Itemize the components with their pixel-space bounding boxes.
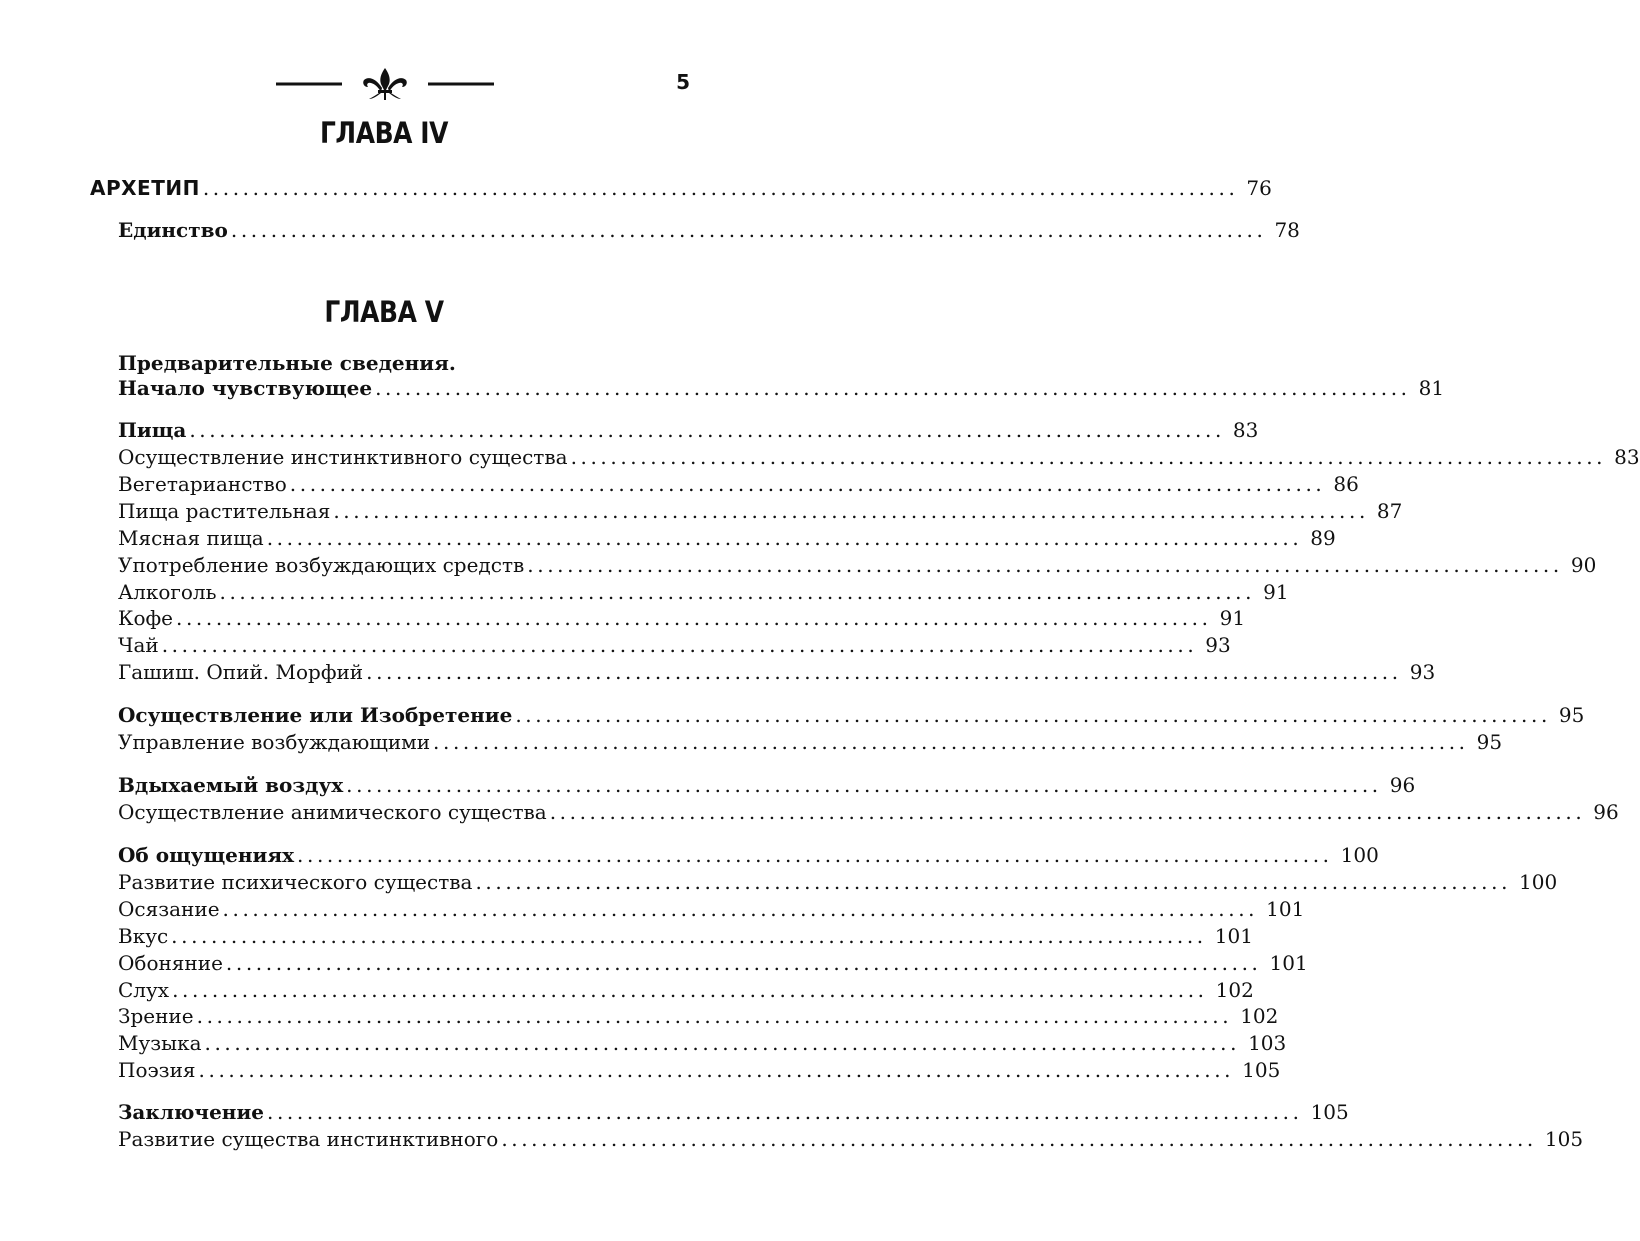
fleuron-ornament xyxy=(276,66,494,102)
toc-entry-page: 96 xyxy=(1593,800,1619,824)
leader-dots: ........................................................................................................ xyxy=(549,800,1586,824)
toc-entry-page: 96 xyxy=(1389,773,1416,797)
toc-section-label: Заключение xyxy=(118,1100,264,1124)
toc-entry[interactable] xyxy=(118,977,1254,1004)
toc-entry-label: Единство xyxy=(118,218,228,242)
toc-entry-page: 101 xyxy=(1214,924,1253,948)
toc-entry[interactable] xyxy=(118,923,1253,950)
fleur-icon xyxy=(363,68,407,100)
toc-entry[interactable] xyxy=(118,1126,1584,1153)
leader-dots: ........................................................................................................ xyxy=(375,376,1411,400)
leader-dots: ........................................................................................................ xyxy=(222,897,1259,921)
toc-entry[interactable] xyxy=(118,729,1503,756)
leader-dots: ........................................................................................................ xyxy=(172,978,1208,1002)
page-number: 5 xyxy=(676,70,690,94)
leader-dots: ........................................................................................................ xyxy=(266,526,1303,550)
toc-intro-line: Предварительные сведения. xyxy=(118,351,456,375)
toc-entry-label: Кофе xyxy=(118,606,174,630)
leader-dots: ........................................................................................................ xyxy=(189,418,1225,442)
toc-entry-page: 78 xyxy=(1274,218,1300,242)
toc-entry[interactable] xyxy=(118,579,1289,606)
toc-section-sensations[interactable] xyxy=(118,842,1379,869)
toc-entry-page: 105 xyxy=(1242,1058,1281,1082)
leader-dots: ........................................................................................................ xyxy=(198,1058,1235,1082)
chapter-title: ГЛАВА V xyxy=(324,295,444,329)
toc-entry-label: Употребление возбуждающих средств xyxy=(118,553,525,577)
toc-entry-label: Развитие психического существа xyxy=(118,870,473,894)
toc-entry-page: 95 xyxy=(1558,703,1585,727)
toc-entry[interactable] xyxy=(118,498,1403,525)
toc-entry-page: 103 xyxy=(1248,1031,1287,1055)
toc-entry-label: Слух xyxy=(118,978,170,1002)
toc-entry-label: Музыка xyxy=(118,1031,202,1055)
toc-entry-page: 91 xyxy=(1219,606,1246,630)
toc-entry-page: 76 xyxy=(1246,176,1272,200)
toc-entry-page: 86 xyxy=(1333,472,1359,496)
toc-entry-label: Осуществление инстинктивного существа xyxy=(118,445,568,469)
toc-entry-page: 105 xyxy=(1310,1100,1349,1124)
leader-dots: ........................................................................................................ xyxy=(333,499,1369,523)
leader-dots: ........................................................................................................ xyxy=(202,176,1239,200)
toc-entry-page: 91 xyxy=(1263,580,1289,604)
toc-entry-label: Пища растительная xyxy=(118,499,331,523)
toc-entry[interactable] xyxy=(118,799,1619,826)
leader-dots: ........................................................................................................ xyxy=(297,843,1333,867)
leader-dots: ........................................................................................................ xyxy=(570,445,1607,469)
toc-entry[interactable] xyxy=(118,552,1597,579)
toc-entry[interactable] xyxy=(118,471,1359,498)
leader-dots: ........................................................................................................ xyxy=(515,703,1551,727)
toc-entry-label: Осуществление анимического существа xyxy=(118,800,547,824)
toc-section-label: Вдыхаемый воздух xyxy=(118,773,344,797)
toc-entry-label: Осязание xyxy=(118,897,220,921)
toc-entry-label: АРХЕТИП xyxy=(90,176,200,200)
toc-entry-page: 100 xyxy=(1340,843,1379,867)
leader-dots: ........................................................................................................ xyxy=(475,870,1512,894)
toc-entry-unity[interactable] xyxy=(118,217,1300,244)
toc-entry-intro[interactable] xyxy=(118,375,1445,402)
toc-entry-label: Развитие существа инстинктивного xyxy=(118,1127,499,1151)
toc-entry-page: 93 xyxy=(1205,633,1231,657)
toc-entry[interactable] xyxy=(118,1057,1281,1084)
toc-entry-page: 89 xyxy=(1310,526,1336,550)
toc-entry-page: 102 xyxy=(1240,1004,1279,1028)
leader-dots: ........................................................................................................ xyxy=(289,472,1326,496)
toc-entry-label: Гашиш. Опий. Морфий xyxy=(118,660,364,684)
toc-section-food[interactable] xyxy=(118,417,1259,444)
leader-dots: ........................................................................................................ xyxy=(204,1031,1241,1055)
leader-dots: ........................................................................................................ xyxy=(161,633,1198,657)
toc-entry-label: Вегетарианство xyxy=(118,472,287,496)
leader-dots: ........................................................................................................ xyxy=(366,660,1402,684)
leader-dots: ........................................................................................................ xyxy=(346,773,1382,797)
leader-dots: ........................................................................................................ xyxy=(501,1127,1537,1151)
toc-entry[interactable] xyxy=(118,605,1246,632)
toc-entry[interactable] xyxy=(118,1003,1279,1030)
toc-section-conclusion[interactable] xyxy=(118,1099,1349,1126)
leader-dots: ........................................................................................................ xyxy=(219,580,1256,604)
toc-entry-label: Алкоголь xyxy=(118,580,217,604)
toc-entry[interactable] xyxy=(118,632,1231,659)
toc-entry-label: Зрение xyxy=(118,1004,194,1028)
toc-entry[interactable] xyxy=(118,869,1558,896)
toc-section-label: Об ощущениях xyxy=(118,843,295,867)
toc-entry-page: 81 xyxy=(1418,376,1445,400)
toc-entry-label: Чай xyxy=(118,633,159,657)
leader-dots: ........................................................................................................ xyxy=(171,924,1207,948)
toc-entry-page: 102 xyxy=(1215,978,1254,1002)
toc-entry[interactable] xyxy=(118,950,1308,977)
toc-entry-page: 105 xyxy=(1544,1127,1584,1151)
leader-dots: ........................................................................................................ xyxy=(527,553,1563,577)
toc-entry-page: 93 xyxy=(1409,660,1436,684)
toc-entry-page: 83 xyxy=(1614,445,1640,469)
toc-section-invention[interactable] xyxy=(118,702,1585,729)
toc-entry[interactable] xyxy=(118,896,1305,923)
toc-entry-label: Управление возбуждающими xyxy=(118,730,431,754)
toc-entry[interactable] xyxy=(118,525,1336,552)
toc-entry-page: 90 xyxy=(1570,553,1597,577)
toc-entry-label: Поэзия xyxy=(118,1058,196,1082)
toc-entry-page: 100 xyxy=(1519,870,1558,894)
toc-entry-label: Обоняние xyxy=(118,951,223,975)
toc-section-label: Пища xyxy=(118,418,187,442)
leader-dots: ........................................................................................................ xyxy=(267,1100,1303,1124)
leader-dots: ........................................................................................................ xyxy=(196,1004,1233,1028)
toc-entry-page: 95 xyxy=(1476,730,1503,754)
toc-section-air[interactable] xyxy=(118,772,1416,799)
leader-dots: ........................................................................................................ xyxy=(225,951,1262,975)
toc-section-label: Осуществление или Изобретение xyxy=(118,703,513,727)
toc-entry[interactable] xyxy=(118,1030,1287,1057)
chapter-title: ГЛАВА IV xyxy=(319,116,449,150)
toc-entry-archetype[interactable] xyxy=(90,175,1272,202)
leader-dots: ........................................................................................................ xyxy=(176,606,1212,630)
toc-entry-page: 101 xyxy=(1266,897,1305,921)
leader-dots: ........................................................................................................ xyxy=(230,218,1267,242)
toc-entry-label: Вкус xyxy=(118,924,169,948)
toc-entry-label: Мясная пища xyxy=(118,526,264,550)
toc-entry-page: 83 xyxy=(1232,418,1259,442)
toc-entry-page: 101 xyxy=(1269,951,1308,975)
toc-entry[interactable] xyxy=(118,659,1436,686)
toc-entry-label: Начало чувствующее xyxy=(118,376,373,400)
toc-entry[interactable] xyxy=(118,444,1640,471)
toc-entry-page: 87 xyxy=(1376,499,1403,523)
leader-dots: ........................................................................................................ xyxy=(433,730,1469,754)
